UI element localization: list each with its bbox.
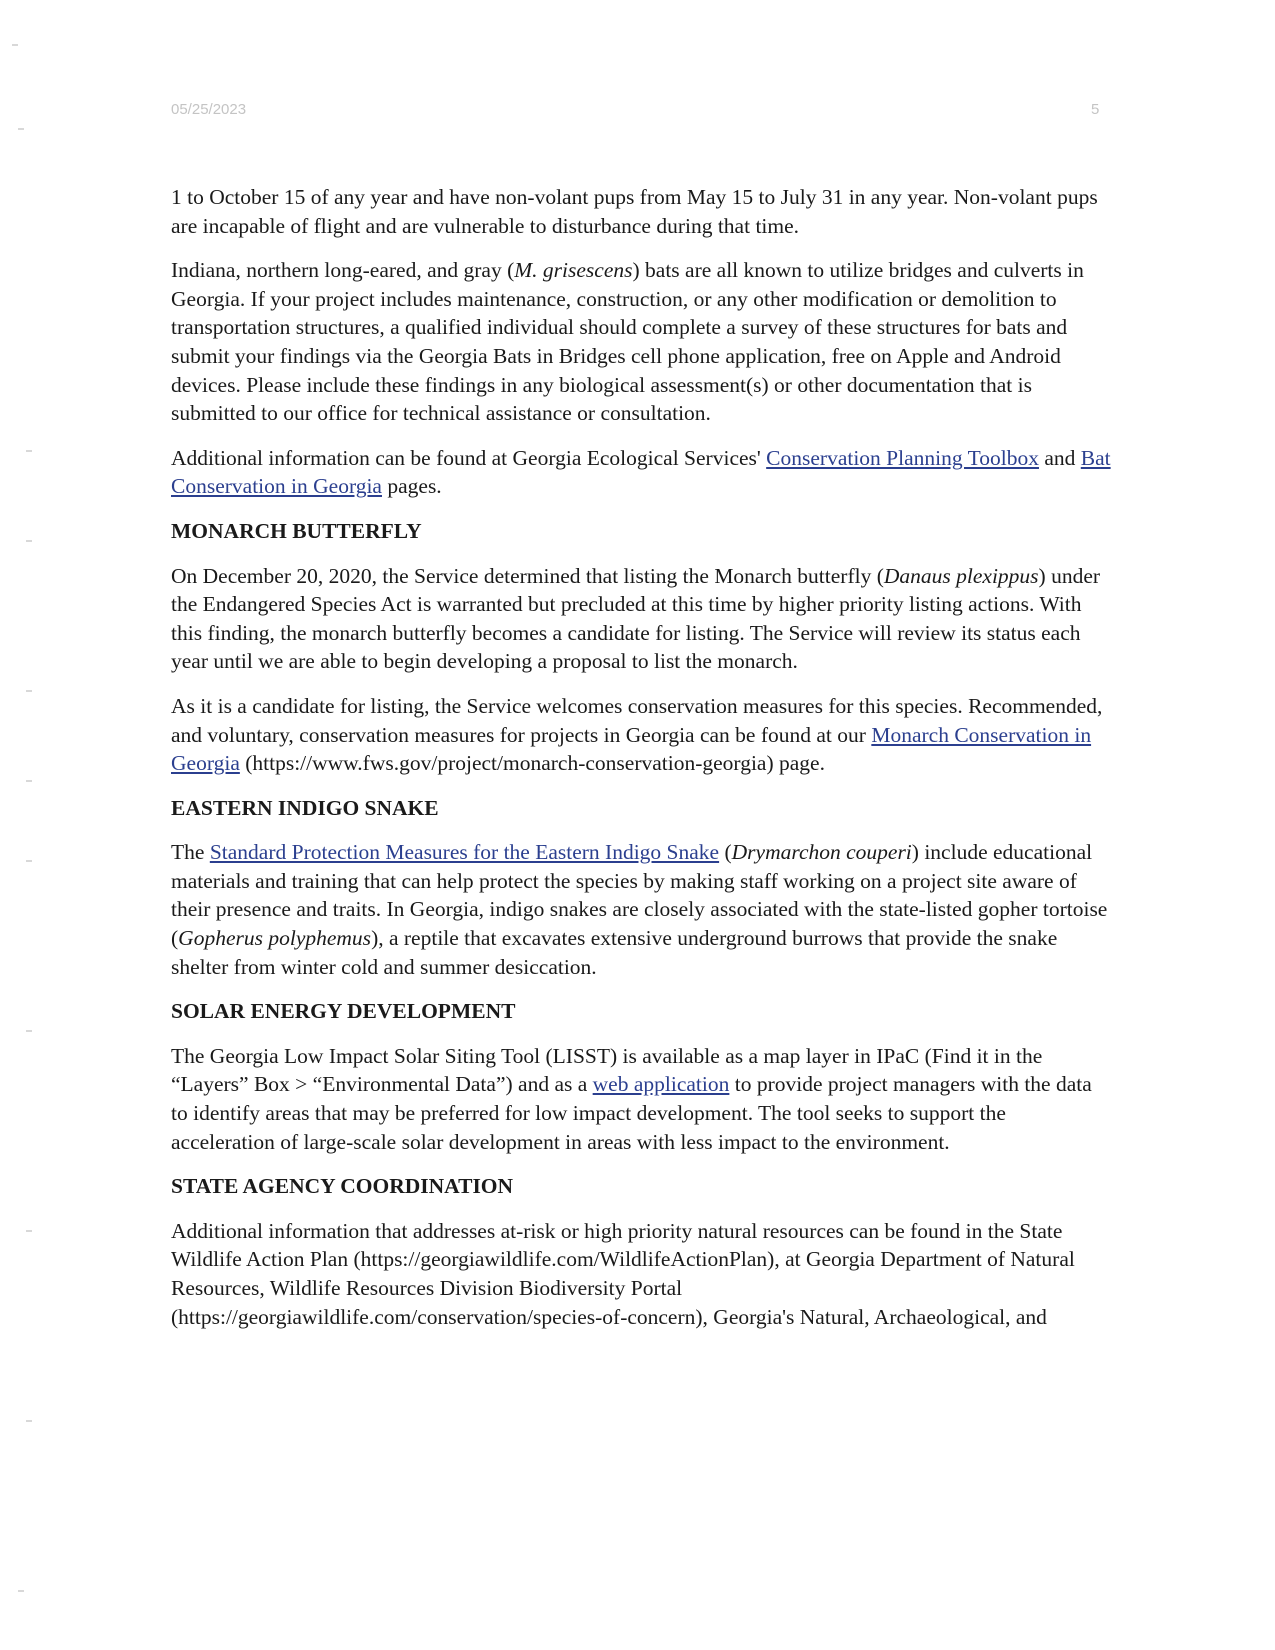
text: (https://www.fws.gov/project/monarch-conservation-georgia) page. <box>239 751 825 776</box>
link-web-application[interactable]: web application <box>592 1072 730 1097</box>
document-body <box>171 183 1111 1347</box>
species-name: M. grisescens <box>514 258 633 283</box>
heading-state-agency-coordination: STATE AGENCY COORDINATION <box>171 1174 514 1199</box>
paragraph-indigo-snake <box>171 838 1111 981</box>
text: to provide project managers with the data to identify areas that may be preferred for low impact development. The tool seeks to support the acceleration of large-scale solar development in areas with less impact to the environment. <box>171 1072 1092 1154</box>
link-conservation-planning-toolbox[interactable]: Conservation Planning Toolbox <box>766 445 1039 470</box>
header-date: 05/25/2023 <box>171 101 247 118</box>
text: ), a reptile that excavates extensive underground burrows that provide the snake shelter from winter cold and summer desiccation. <box>171 926 1058 979</box>
text: ) under the Endangered Species Act is warranted but precluded at this time by higher priority listing actions. With this finding, the monarch butterfly becomes a candidate for listing. The Service will review its status each year until we are able to begin developing a proposal to list the monarch. <box>171 563 1101 674</box>
link-bat-conservation-georgia[interactable]: Bat Conservation in Georgia <box>171 445 1111 499</box>
paragraph-monarch-status <box>171 562 1111 676</box>
text: ) bats are all known to utilize bridges and culverts in Georgia. If your project includes maintenance, construction, or any other modification or demolition to transportation structures, a qualified individual should complete a survey of these structures for bats and submit your findings via the Georgia Bats in Bridges cell phone application, free on Apple and Android devices. Please include these findings in any biological assessment(s) or other documentation that is submitted to our office for technical assistance or consultation. <box>171 258 1084 426</box>
paragraph-monarch-conservation <box>171 692 1111 778</box>
paragraph-state-agency: Additional information that addresses at-risk or high priority natural resources can be found in the State Wildlife Action Plan (https://georgiawildlife.com/WildlifeActionPlan), at Georgia Department of Natural Resources, Wildlife Resources Division Biodiversity Portal (https://georgiawildlife.com/conservation/species-of-concern), Georgia's Natural, Archaeological, and <box>171 1218 1075 1329</box>
text: Additional information can be found at Georgia Ecological Services' <box>171 445 767 470</box>
page-number: 5 <box>1091 101 1100 118</box>
paragraph-bats-bridges <box>171 256 1111 428</box>
heading-eastern-indigo-snake: EASTERN INDIGO SNAKE <box>171 795 439 820</box>
text: pages. <box>381 474 442 499</box>
paragraph-additional-info <box>171 444 1111 501</box>
text: The Georgia Low Impact Solar Siting Tool (LISST) is available as a map layer in IPaC (Find it in the “Layers” Box > “Environmental Data”) and as a <box>171 1043 1043 1097</box>
link-monarch-conservation-georgia[interactable]: Monarch Conservation in Georgia <box>171 722 1092 776</box>
text: On December 20, 2020, the Service determined that listing the Monarch butterfly ( <box>171 563 884 588</box>
text: ( <box>719 840 732 865</box>
paragraph-solar <box>171 1042 1111 1156</box>
paragraph-nonvolant-pups: 1 to October 15 of any year and have non-volant pups from May 15 to July 31 in any year. Non-volant pups are incapable of flight and are vulnerable to disturbance during that time. <box>171 185 1098 238</box>
link-standard-protection-measures[interactable]: Standard Protection Measures for the Eastern Indigo Snake <box>209 840 720 865</box>
species-name: Gopherus polyphemus <box>178 926 372 951</box>
text: The <box>171 840 210 865</box>
text: ) include educational materials and training that can help protect the species by making staff working on a project site aware of their presence and traits. In Georgia, indigo snakes are closely associated with the state-listed gopher tortoise ( <box>171 840 1108 951</box>
heading-solar-energy-development: SOLAR ENERGY DEVELOPMENT <box>171 999 516 1024</box>
text: As it is a candidate for listing, the Service welcomes conservation measures for this species. Recommended, and voluntary, conservation measures for projects in Georgia can be found at our <box>171 693 1103 747</box>
text: Indiana, northern long-eared, and gray ( <box>171 258 515 283</box>
heading-monarch-butterfly: MONARCH BUTTERFLY <box>171 518 422 543</box>
text: and <box>1038 445 1081 470</box>
species-name: Drymarchon couperi <box>731 840 912 865</box>
species-name: Danaus plexippus <box>883 563 1039 588</box>
